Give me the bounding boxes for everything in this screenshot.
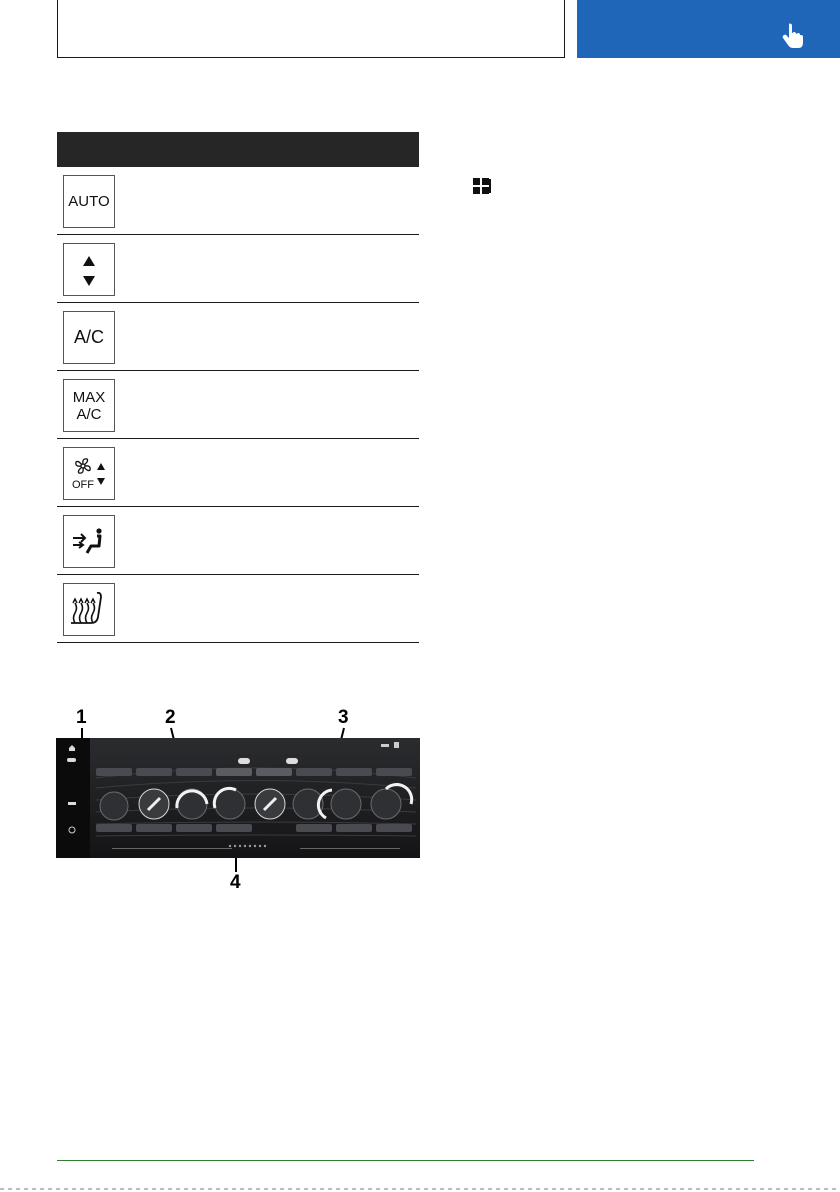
temperature-up-down-icon xyxy=(63,243,115,296)
menu-grid-icon xyxy=(473,178,491,196)
hand-pointer-icon xyxy=(780,22,804,48)
table-row xyxy=(57,235,419,303)
callout-1: 1 xyxy=(76,707,87,728)
table-row xyxy=(57,167,419,235)
max-ac-button-icon: MAX A/C xyxy=(63,379,115,432)
table-row xyxy=(57,439,419,507)
climate-screen-figure xyxy=(56,738,420,858)
table-row xyxy=(57,507,419,575)
table-row xyxy=(57,575,419,643)
climate-screen-illustration xyxy=(56,738,420,858)
seat-heating-icon xyxy=(63,583,115,636)
table-header xyxy=(57,132,419,167)
auto-button-icon: AUTO xyxy=(63,175,115,228)
callout-2: 2 xyxy=(165,707,176,728)
ac-button-icon: A/C xyxy=(63,311,115,364)
footer-rule xyxy=(57,1160,754,1161)
fan-icon xyxy=(73,457,93,475)
fan-speed-icon: OFF xyxy=(63,447,115,500)
table-row xyxy=(57,371,419,439)
callout-4: 4 xyxy=(230,872,241,893)
page-edge-dots xyxy=(0,1188,840,1190)
table-row xyxy=(57,303,419,371)
callout-3: 3 xyxy=(338,707,349,728)
header-frame xyxy=(57,0,565,58)
airflow-to-occupant-icon xyxy=(63,515,115,568)
